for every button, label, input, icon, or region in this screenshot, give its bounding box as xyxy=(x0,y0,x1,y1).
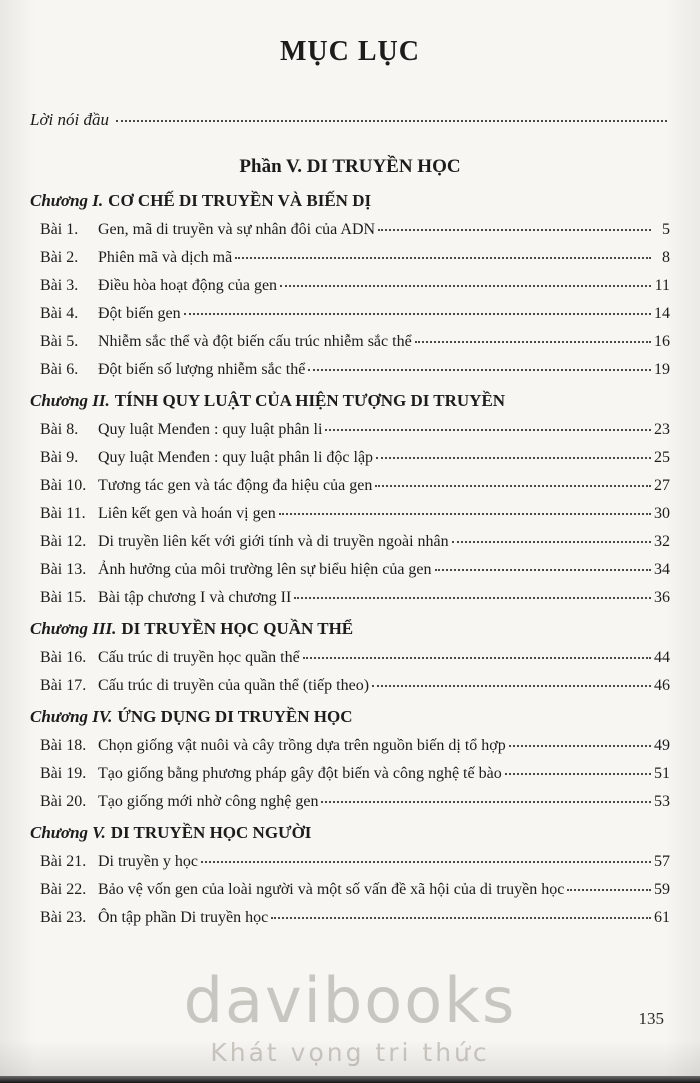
dot-leader xyxy=(294,597,651,599)
toc-entry xyxy=(30,272,670,300)
preface-row xyxy=(30,110,670,130)
toc-entry-label: Bài 9. xyxy=(40,449,79,466)
toc-entry-label: Bài 1. xyxy=(40,221,79,238)
dot-leader xyxy=(567,889,651,891)
toc-entry-label: Bài 10. xyxy=(40,477,87,494)
toc-entry-label: Bài 2. xyxy=(40,249,79,266)
dot-leader xyxy=(376,457,651,459)
toc-entry-title: Bài tập chương I và chương II xyxy=(98,589,292,606)
toc-entry-page: 46 xyxy=(654,677,670,694)
toc-entry-page: 61 xyxy=(654,909,670,926)
table-of-contents xyxy=(30,184,670,932)
toc-entry-page: 19 xyxy=(654,361,670,378)
toc-entry-page: 5 xyxy=(662,221,670,238)
toc-entry xyxy=(30,904,670,932)
dot-leader xyxy=(325,429,651,431)
toc-entry xyxy=(30,244,670,272)
toc-entry-page: 51 xyxy=(654,765,670,782)
watermark-logo: davibooks xyxy=(183,964,517,1037)
toc-entry-title: Di truyền liên kết với giới tính và di truyền ngoài nhân xyxy=(98,533,449,550)
toc-entry xyxy=(30,760,670,788)
toc-entry xyxy=(30,328,670,356)
toc-entry-label: Bài 15. xyxy=(40,589,87,606)
toc-entry xyxy=(30,732,670,760)
toc-entry-label: Bài 19. xyxy=(40,765,87,782)
toc-entry-page: 34 xyxy=(654,561,670,578)
toc-entry xyxy=(30,584,670,612)
toc-entry-page: 27 xyxy=(654,477,670,494)
toc-entry-page: 32 xyxy=(654,533,670,550)
toc-entry xyxy=(30,672,670,700)
chapter-label: Chương IV. xyxy=(30,707,113,726)
toc-entry-page: 16 xyxy=(654,333,670,350)
dot-leader xyxy=(452,541,651,543)
toc-entry-title: Phiên mã và dịch mã xyxy=(98,249,233,266)
toc-entry-label: Bài 18. xyxy=(40,737,87,754)
toc-entry-title: Nhiễm sắc thể và đột biến cấu trúc nhiễm sắc thể xyxy=(98,333,412,350)
dot-leader xyxy=(116,120,667,122)
toc-entry xyxy=(30,500,670,528)
toc-entry-title: Quy luật Menđen : quy luật phân li độc lập xyxy=(98,449,374,466)
toc-entry-page: 11 xyxy=(654,277,670,294)
dot-leader xyxy=(415,341,651,343)
toc-entry xyxy=(30,556,670,584)
toc-entry xyxy=(30,216,670,244)
chapter-label: Chương V. xyxy=(30,823,106,842)
toc-entry-title: Cấu trúc di truyền học quần thể xyxy=(98,649,300,666)
toc-entry-label: Bài 21. xyxy=(40,853,87,870)
chapter-label: Chương III. xyxy=(30,619,117,638)
toc-entry xyxy=(30,644,670,672)
watermark-tagline: Khát vọng tri thức xyxy=(210,1038,490,1067)
chapter-heading xyxy=(30,384,670,416)
toc-entry-page: 53 xyxy=(654,793,670,810)
toc-entry-page: 44 xyxy=(654,649,670,666)
dot-leader xyxy=(279,513,651,515)
dot-leader xyxy=(435,569,651,571)
dot-leader xyxy=(505,773,651,775)
toc-entry-title: Chọn giống vật nuôi và cây trồng dựa trên nguồn biến dị tổ hợp xyxy=(98,737,506,754)
chapter-title: CƠ CHẾ DI TRUYỀN VÀ BIẾN DỊ xyxy=(108,191,372,210)
toc-entry-label: Bài 6. xyxy=(40,361,79,378)
toc-entry-label: Bài 4. xyxy=(40,305,79,322)
toc-entry xyxy=(30,416,670,444)
dot-leader xyxy=(509,745,651,747)
dot-leader xyxy=(372,685,651,687)
toc-entry-title: Điều hòa hoạt động của gen xyxy=(98,277,278,294)
chapter-label: Chương II. xyxy=(30,391,110,410)
toc-entry-page: 36 xyxy=(654,589,670,606)
chapter-heading xyxy=(30,816,670,848)
toc-entry-title: Ôn tập phần Di truyền học xyxy=(98,909,269,926)
chapter-heading xyxy=(30,700,670,732)
toc-entry-label: Bài 17. xyxy=(40,677,87,694)
page-title: MỤC LỤC xyxy=(280,36,420,67)
toc-entry-title: Liên kết gen và hoán vị gen xyxy=(98,505,276,522)
toc-entry-label: Bài 23. xyxy=(40,909,87,926)
toc-entry xyxy=(30,444,670,472)
toc-entry-title: Đột biến số lượng nhiễm sắc thể xyxy=(98,361,306,378)
chapter-title: DI TRUYỀN HỌC NGƯỜI xyxy=(110,823,312,842)
scan-edge xyxy=(0,1076,700,1083)
chapter-label: Chương I. xyxy=(30,191,104,210)
toc-entry-label: Bài 16. xyxy=(40,649,87,666)
toc-entry-title: Tạo giống bằng phương pháp gây đột biến và công nghệ tế bào xyxy=(98,765,502,782)
toc-entry-page: 59 xyxy=(654,881,670,898)
dot-leader xyxy=(375,485,651,487)
toc-entry-page: 57 xyxy=(654,853,670,870)
toc-entry-label: Bài 20. xyxy=(40,793,87,810)
chapter-heading xyxy=(30,184,670,216)
chapter-title: ỨNG DỤNG DI TRUYỀN HỌC xyxy=(117,707,353,726)
chapter-title: TÍNH QUY LUẬT CỦA HIỆN TƯỢNG DI TRUYỀN xyxy=(114,391,506,410)
toc-entry-label: Bài 22. xyxy=(40,881,87,898)
dot-leader xyxy=(184,313,651,315)
toc-entry-page: 14 xyxy=(654,305,670,322)
toc-entry-title: Tạo giống mới nhờ công nghệ gen xyxy=(98,793,319,810)
toc-entry xyxy=(30,788,670,816)
dot-leader xyxy=(271,917,651,919)
toc-entry-label: Bài 3. xyxy=(40,277,79,294)
dot-leader xyxy=(280,285,651,287)
toc-entry-page: 49 xyxy=(654,737,670,754)
toc-entry-title: Tương tác gen và tác động đa hiệu của gen xyxy=(98,477,373,494)
dot-leader xyxy=(303,657,651,659)
toc-entry-label: Bài 11. xyxy=(40,505,86,522)
page-number: 135 xyxy=(638,1009,664,1028)
toc-entry xyxy=(30,528,670,556)
chapter-title: DI TRUYỀN HỌC QUẦN THỂ xyxy=(121,619,354,638)
toc-entry xyxy=(30,300,670,328)
dot-leader xyxy=(235,257,651,259)
part-title: Phần V. DI TRUYỀN HỌC xyxy=(239,156,461,177)
toc-entry-title: Di truyền y học xyxy=(98,853,198,870)
toc-entry-title: Đột biến gen xyxy=(98,305,181,322)
toc-entry-label: Bài 5. xyxy=(40,333,79,350)
toc-entry-label: Bài 8. xyxy=(40,421,79,438)
toc-entry-title: Quy luật Menđen : quy luật phân li xyxy=(98,421,323,438)
watermark xyxy=(0,964,700,1067)
toc-entry xyxy=(30,848,670,876)
toc-entry-page: 30 xyxy=(654,505,670,522)
toc-entry-page: 25 xyxy=(654,449,670,466)
toc-entry xyxy=(30,472,670,500)
preface-label: Lời nói đầu xyxy=(30,110,109,129)
toc-entry-label: Bài 13. xyxy=(40,561,87,578)
chapter-heading xyxy=(30,612,670,644)
toc-entry xyxy=(30,356,670,384)
toc-entry-label: Bài 12. xyxy=(40,533,87,550)
toc-entry-page: 23 xyxy=(654,421,670,438)
toc-entry-title: Cấu trúc di truyền của quần thể (tiếp theo) xyxy=(98,677,370,694)
dot-leader xyxy=(378,229,651,231)
dot-leader xyxy=(321,801,651,803)
dot-leader xyxy=(201,861,651,863)
toc-entry xyxy=(30,876,670,904)
toc-entry-page: 8 xyxy=(662,249,670,266)
dot-leader xyxy=(308,369,651,371)
toc-entry-title: Bảo vệ vốn gen của loài người và một số vấn đề xã hội của di truyền học xyxy=(98,881,565,898)
toc-entry-title: Ảnh hưởng của môi trường lên sự biểu hiện của gen xyxy=(98,561,432,578)
toc-entry-title: Gen, mã di truyền và sự nhân đôi của ADN xyxy=(98,221,376,238)
